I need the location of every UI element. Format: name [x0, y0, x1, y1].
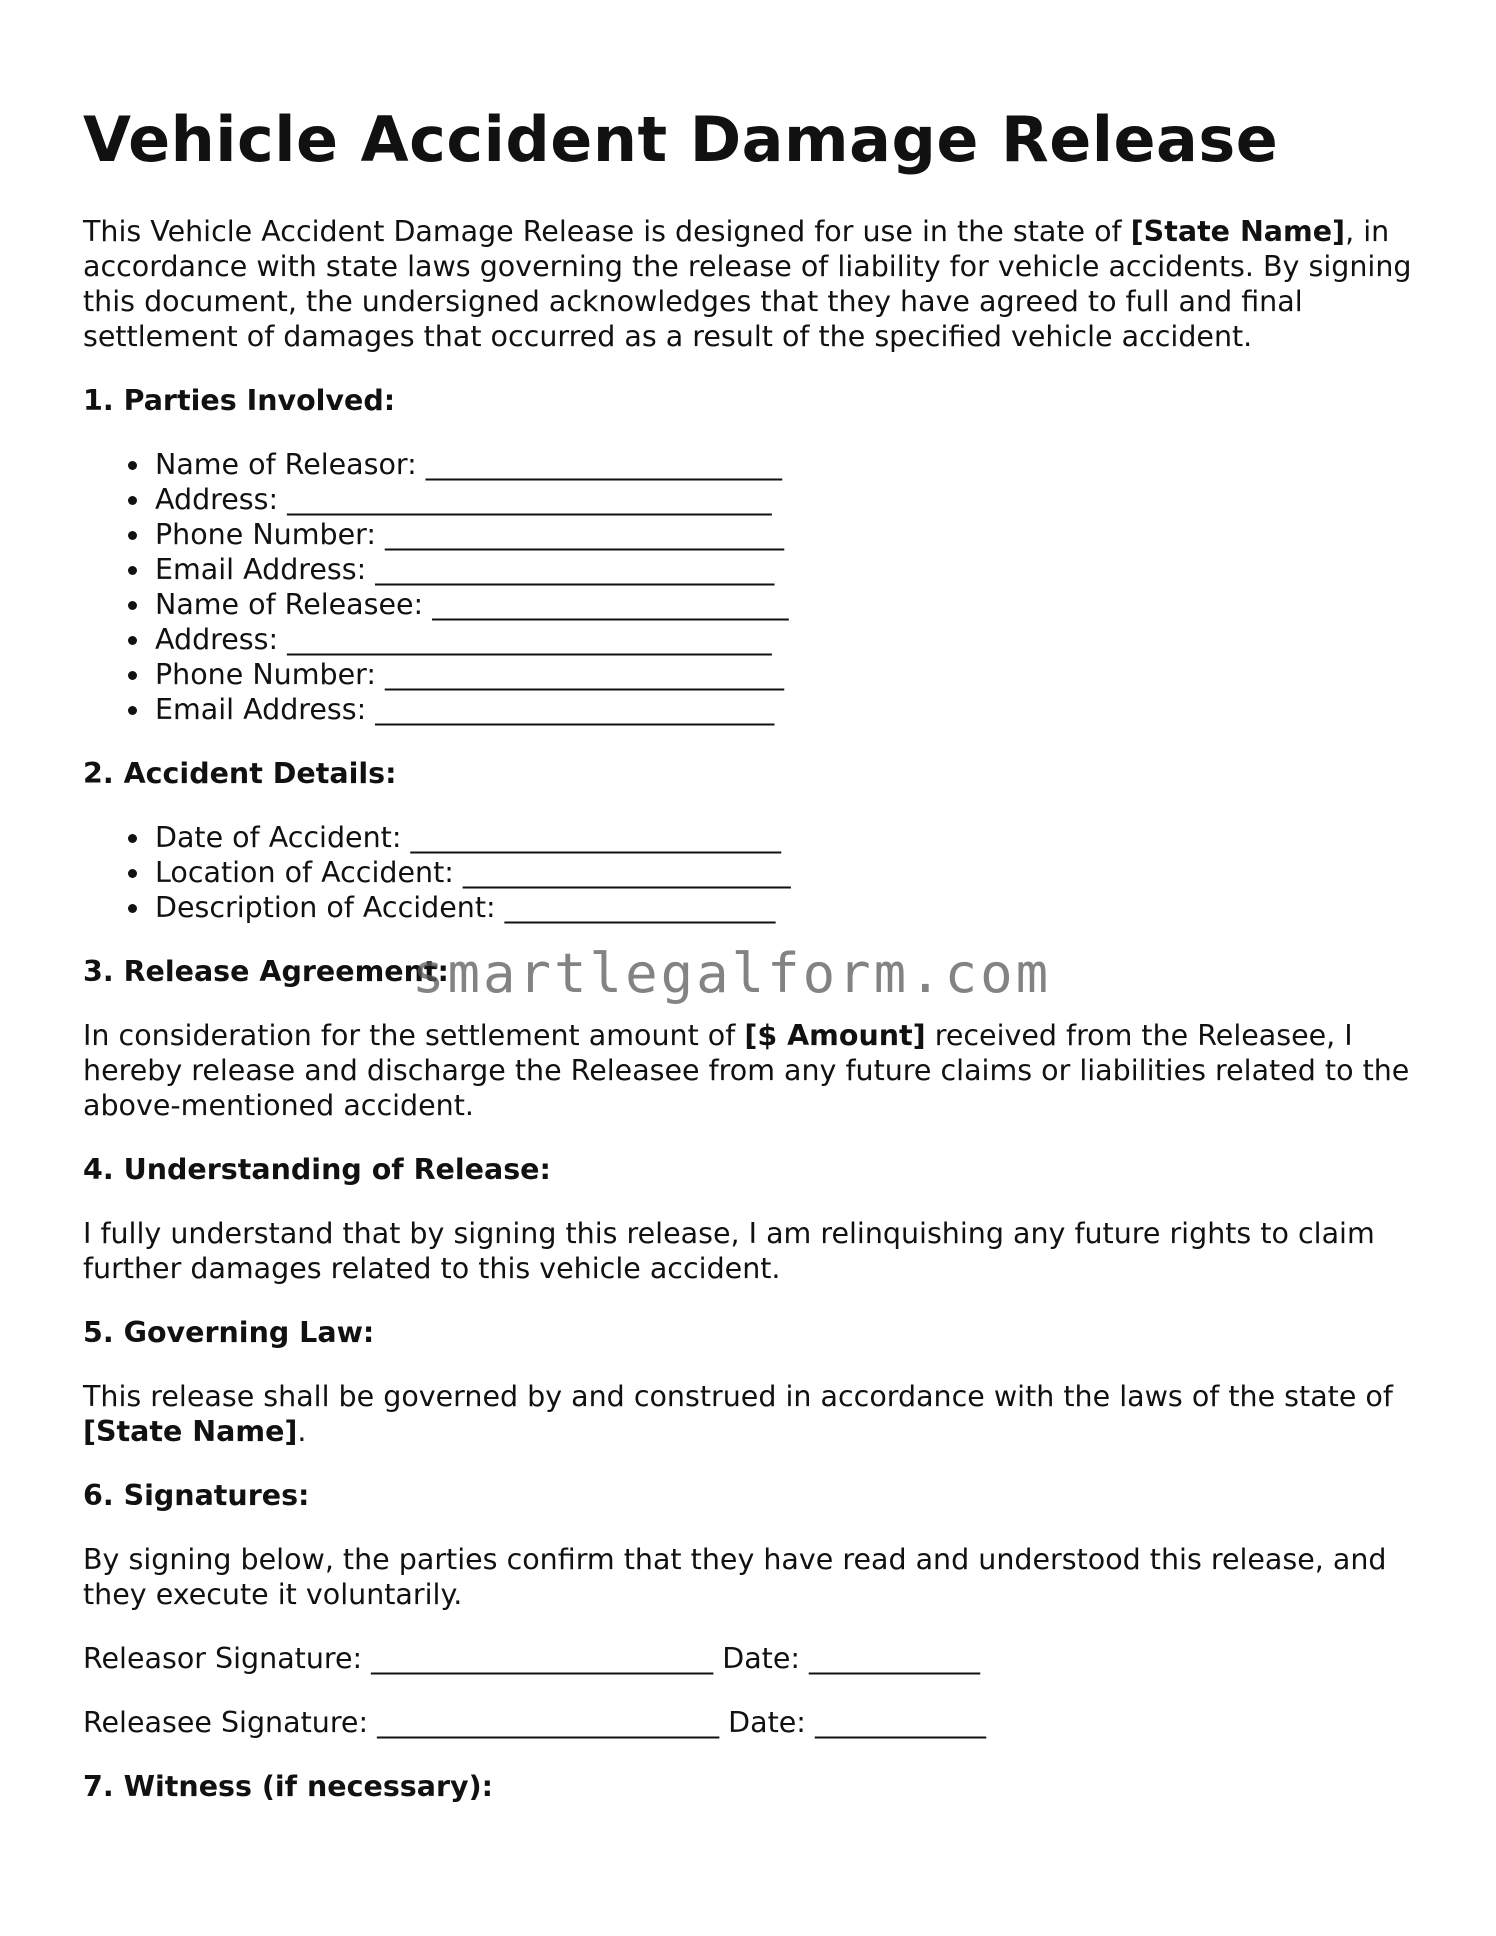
section-heading-signatures: 6. Signatures:	[83, 1479, 310, 1512]
list-item-releasee-name: Name of Releasee: _________________________	[155, 587, 1413, 622]
list-item-accident-description: Description of Accident: ___________________	[155, 890, 1413, 925]
section-heading-governing-law: 5. Governing Law:	[83, 1316, 375, 1349]
parties-list	[83, 447, 1413, 727]
intro-text-start: This Vehicle Accident Damage Release is designed for use in the state of	[83, 215, 1131, 248]
intro-paragraph	[83, 214, 1413, 354]
section-heading-understanding: 4. Understanding of Release:	[83, 1153, 551, 1186]
understanding-paragraph: I fully understand that by signing this release, I am relinquishing any future rights to claim further damages related to this vehicle accident.	[83, 1217, 1375, 1285]
list-item-accident-date: Date of Accident: __________________________	[155, 820, 1413, 855]
releasor-signature-line: Releasor Signature: ________________________ Date: ____________	[83, 1642, 981, 1675]
accident-list	[83, 820, 1413, 925]
document-page	[83, 104, 1413, 1833]
release-paragraph	[83, 1018, 1413, 1123]
governing-law-paragraph	[83, 1379, 1413, 1449]
amount-placeholder: [$ Amount]	[744, 1019, 926, 1052]
intro-text-end: , in accordance with state laws governing the release of liability for vehicle accidents. By signing this document, the undersigned acknowledges that they have agreed to full and final settlement of damages that occurred as a result of the specified vehicle accident.	[83, 215, 1412, 353]
list-item-releasor-name: Name of Releasor: _________________________	[155, 447, 1413, 482]
watermark: smartlegalform.com	[412, 942, 1052, 1005]
law-text-end: .	[297, 1415, 307, 1448]
list-item-releasor-address: Address: __________________________________	[155, 482, 1413, 517]
list-item-releasee-phone: Phone Number: ____________________________	[155, 657, 1413, 692]
section-heading-release: 3. Release Agreement:	[83, 955, 449, 988]
law-text-start: This release shall be governed by and construed in accordance with the laws of the state of	[83, 1380, 1393, 1413]
law-state-name-placeholder: [State Name]	[83, 1415, 298, 1448]
list-item-releasor-email: Email Address: ____________________________	[155, 552, 1413, 587]
section-heading-parties: 1. Parties Involved:	[83, 384, 396, 417]
list-item-releasor-phone: Phone Number: ____________________________	[155, 517, 1413, 552]
signatures-paragraph: By signing below, the parties confirm that they have read and understood this release, and they execute it voluntarily.	[83, 1543, 1387, 1611]
section-heading-witness: 7. Witness (if necessary):	[83, 1770, 494, 1803]
list-item-releasee-email: Email Address: ____________________________	[155, 692, 1413, 727]
state-name-placeholder: [State Name]	[1130, 215, 1346, 248]
release-text-start: In consideration for the settlement amount of	[83, 1019, 745, 1052]
releasee-signature-line: Releasee Signature: ________________________ Date: ____________	[83, 1706, 986, 1739]
section-heading-accident: 2. Accident Details:	[83, 757, 397, 790]
document-title: Vehicle Accident Damage Release	[83, 103, 1279, 176]
list-item-releasee-address: Address: __________________________________	[155, 622, 1413, 657]
list-item-accident-location: Location of Accident: _______________________	[155, 855, 1413, 890]
release-text-end: received from the Releasee, I hereby release and discharge the Releasee from any future claims or liabilities related to the above-mentioned accident.	[83, 1019, 1410, 1122]
